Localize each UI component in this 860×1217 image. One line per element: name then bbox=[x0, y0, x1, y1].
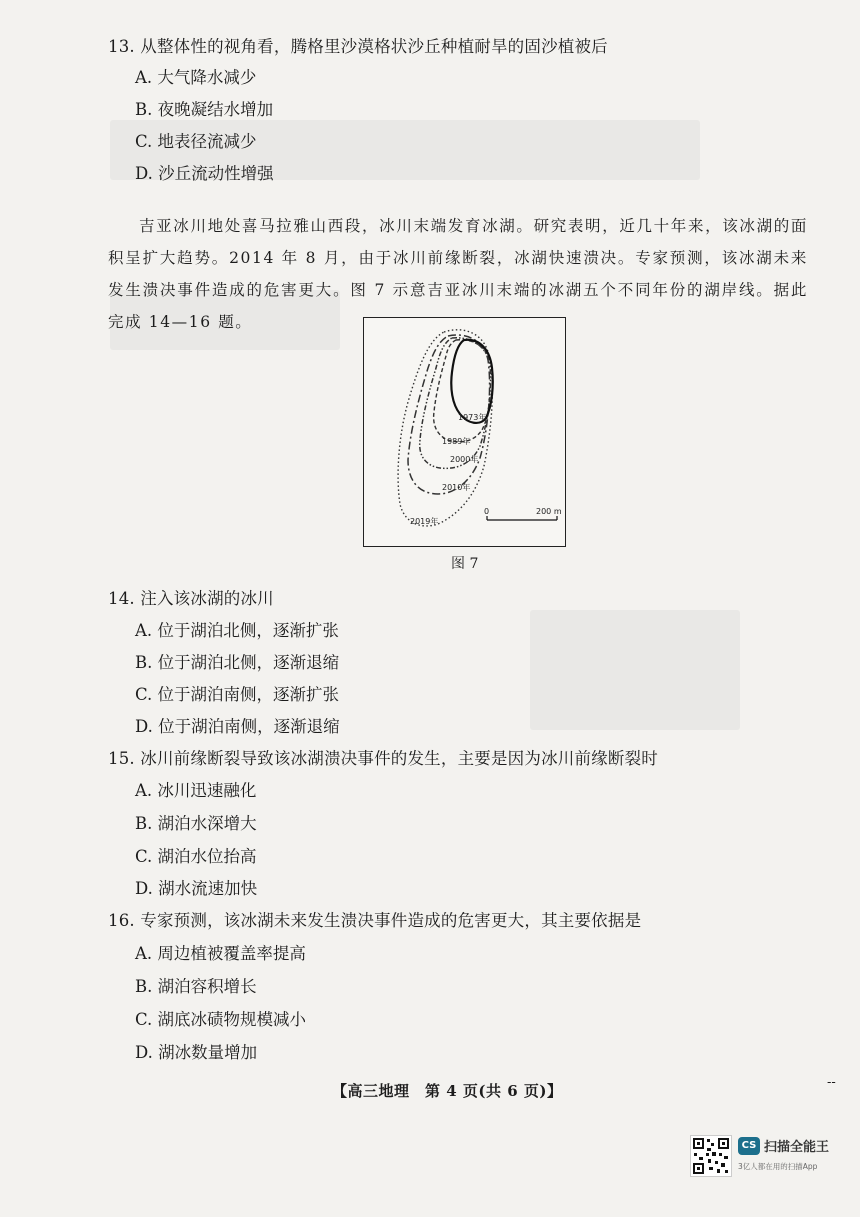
q13-stem: 13. 从整体性的视角看，腾格里沙漠格状沙丘种植耐旱的固沙植被后 bbox=[108, 37, 608, 56]
scanner-app-name: 扫描全能王 bbox=[764, 1140, 830, 1155]
shoreline-1973 bbox=[451, 340, 492, 423]
page-footer: 【高三地理 第 4 页(共 6 页)】 bbox=[332, 1082, 563, 1100]
reading-passage: 吉亚冰川地处喜马拉雅山西段，冰川末端发育冰湖。研究表明，近几十年来，该冰湖的面积呈扩大趋势。2014 年 8 月，由于冰川前缘断裂，冰湖快速溃决。专家预测，该冰湖未来发生溃决事件造成的危害更大。图 7 示意吉亚冰川末端的冰湖五个不同年份的湖岸线。据此完成 14—16 题。 bbox=[108, 217, 808, 331]
q16-option-d: D. 湖冰数量增加 bbox=[135, 1043, 258, 1062]
q13-option-d: D. 沙丘流动性增强 bbox=[135, 164, 274, 183]
label-2010: 2010年 bbox=[442, 483, 471, 492]
cs-logo-icon: CS bbox=[738, 1137, 760, 1155]
q15-option-a: A. 冰川迅速融化 bbox=[135, 781, 257, 800]
q13-option-c: C. 地表径流减少 bbox=[135, 132, 257, 151]
scanner-watermark bbox=[690, 1135, 850, 1195]
q14-option-c: C. 位于湖泊南侧，逐渐扩张 bbox=[135, 685, 340, 704]
qr-code-icon bbox=[690, 1135, 732, 1177]
q14-option-a: A. 位于湖泊北侧，逐渐扩张 bbox=[135, 621, 339, 640]
q15-option-d: D. 湖水流速加快 bbox=[135, 879, 258, 898]
label-1973: 1973年 bbox=[458, 413, 487, 422]
label-2019: 2019年 bbox=[410, 517, 439, 526]
q16-stem: 16. 专家预测，该冰湖未来发生溃决事件造成的危害更大，其主要依据是 bbox=[108, 911, 642, 930]
q15-option-c: C. 湖泊水位抬高 bbox=[135, 847, 257, 866]
q16-option-b: B. 湖泊容积增长 bbox=[135, 977, 257, 996]
q16-option-c: C. 湖底冰碛物规模减小 bbox=[135, 1010, 307, 1029]
footer-dash: -- bbox=[827, 1075, 836, 1090]
figure-caption: 图 7 bbox=[451, 556, 479, 572]
lake-shoreline-map bbox=[364, 318, 565, 546]
shoreline-1989 bbox=[434, 340, 493, 442]
q15-stem: 15. 冰川前缘断裂导致该冰湖溃决事件的发生，主要是因为冰川前缘断裂时 bbox=[108, 749, 658, 768]
q16-option-a: A. 周边植被覆盖率提高 bbox=[135, 944, 306, 963]
q13-option-b: B. 夜晚凝结水增加 bbox=[135, 100, 274, 119]
scanner-tagline: 3亿人都在用的扫描App bbox=[738, 1162, 818, 1171]
scale-bar bbox=[484, 507, 562, 520]
q14-option-b: B. 位于湖泊北侧，逐渐退缩 bbox=[135, 653, 340, 672]
q14-stem: 14. 注入该冰湖的冰川 bbox=[108, 589, 274, 608]
glacier-lake-figure bbox=[363, 317, 566, 547]
scale-zero: 0 bbox=[484, 507, 490, 516]
label-2000: 2000年 bbox=[450, 455, 479, 464]
scale-length: 200 m bbox=[536, 507, 562, 516]
q13-option-a: A. 大气降水减少 bbox=[135, 68, 257, 87]
q15-option-b: B. 湖泊水深增大 bbox=[135, 814, 257, 833]
q14-option-d: D. 位于湖泊南侧，逐渐退缩 bbox=[135, 717, 340, 736]
label-1989: 1989年 bbox=[442, 437, 471, 446]
